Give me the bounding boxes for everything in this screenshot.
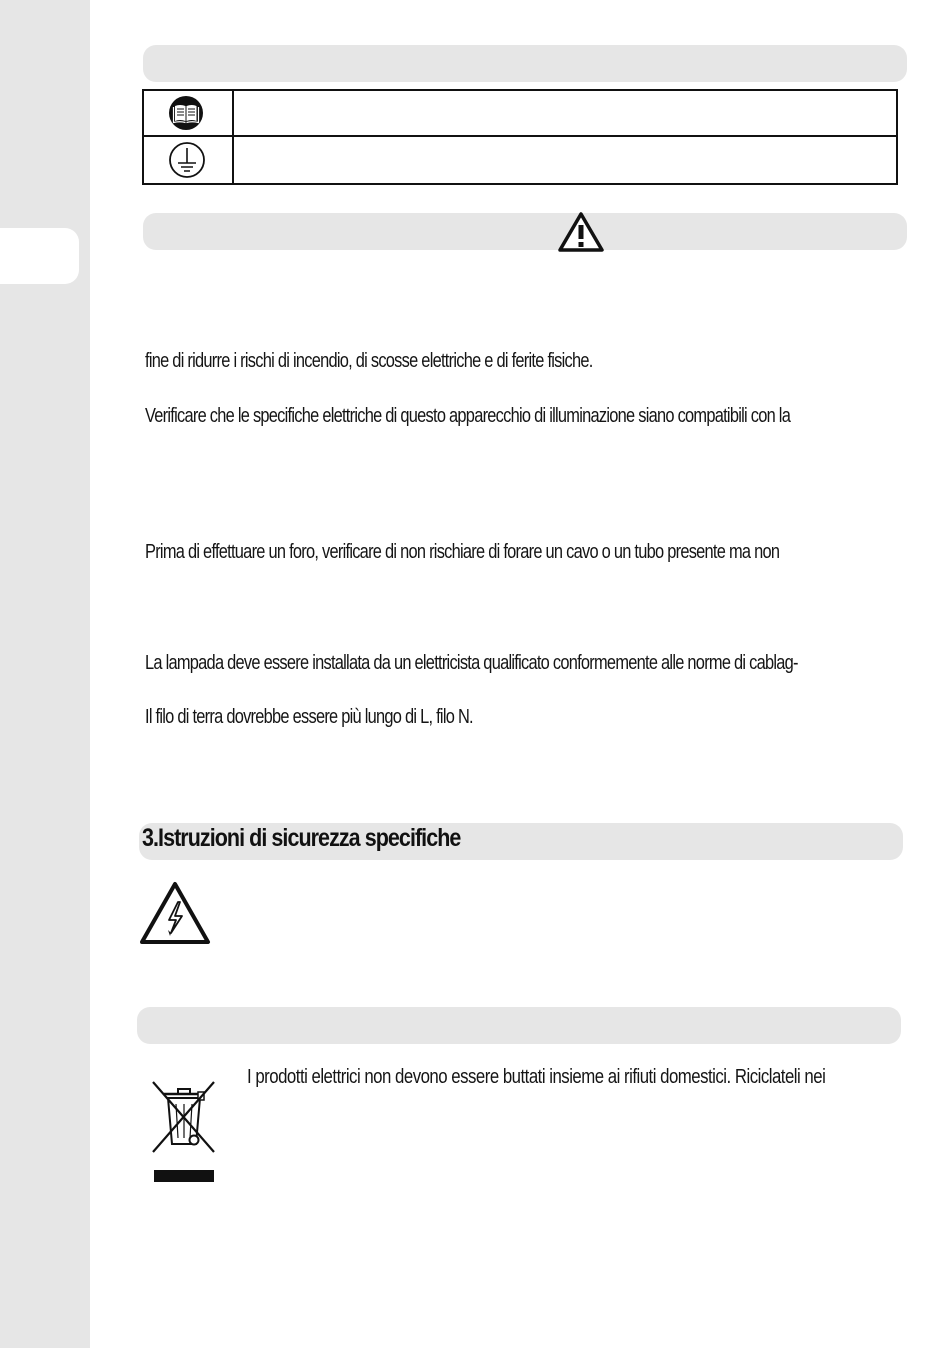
disposal-band: [137, 1007, 901, 1044]
general-safety-band: [143, 213, 907, 250]
safety-text-line-4: La lampada deve essere installata da un elettricista qualificato conformemente alle norme di cablag-: [145, 652, 798, 674]
symbols-header-band: [143, 45, 907, 82]
table-divider-vertical: [232, 91, 234, 183]
specific-safety-band: [139, 823, 903, 860]
safety-text-line-5: Il filo di terra dovrebbe essere più lungo di L, filo N.: [145, 706, 473, 728]
table-divider-horizontal: [144, 135, 896, 137]
symbols-table: [142, 89, 898, 185]
left-margin-strip: [0, 0, 90, 1348]
crossed-bin-icon: [150, 1078, 218, 1184]
electric-hazard-icon: [138, 880, 212, 946]
safety-text-line-2: Verificare che le specifiche elettriche di questo apparecchio di illuminazione siano compatibili con la: [145, 405, 791, 427]
section-title: 3.Istruzioni di sicurezza specifiche: [142, 824, 461, 852]
ground-earth-icon: [168, 141, 206, 179]
safety-text-line-1: fine di ridurre i rischi di incendio, di scosse elettriche e di ferite fisiche.: [145, 350, 593, 372]
page-tab: [0, 228, 79, 284]
disposal-text-line: I prodotti elettrici non devono essere buttati insieme ai rifiuti domestici. Riciclateli nei: [247, 1066, 826, 1088]
warning-triangle-icon: [557, 211, 605, 253]
safety-text-line-3: Prima di effettuare un foro, verificare di non rischiare di forare un cavo o un tubo presente ma non: [145, 541, 780, 563]
manual-book-icon: [168, 95, 204, 131]
